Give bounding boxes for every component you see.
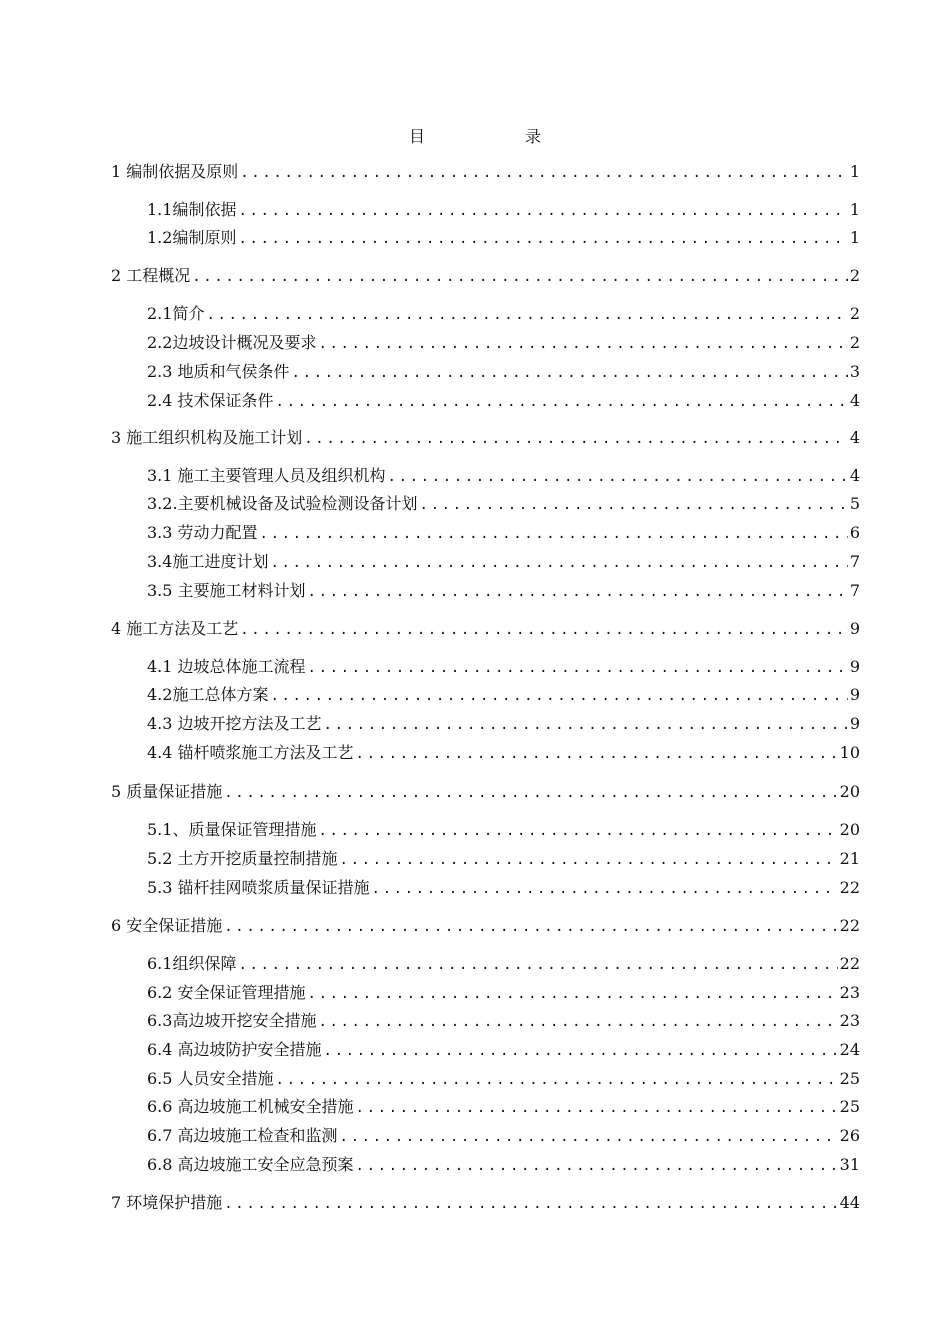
toc-entry-label: 6.7 高边坡施工检查和监测 — [147, 1126, 338, 1145]
toc-entry-page-number: 22 — [839, 878, 860, 897]
toc-dot-leader — [260, 523, 848, 545]
toc-entry-page-number: 3 — [849, 362, 860, 381]
toc-entry-label: 1.2编制原则 — [147, 228, 237, 247]
toc-entry-page-number: 9 — [849, 619, 860, 638]
toc-entry-label: 2.1简介 — [147, 304, 205, 323]
toc-entry[interactable] — [111, 618, 860, 640]
toc-dot-leader — [238, 228, 847, 250]
toc-dot-leader — [388, 466, 848, 488]
toc-entry[interactable] — [147, 1039, 860, 1061]
toc-entry-label: 1 编制依据及原则 — [111, 162, 239, 181]
toc-title: 目 录 — [408, 127, 583, 146]
toc-entry-page-number: 5 — [849, 494, 860, 513]
toc-entry-page-number: 6 — [849, 523, 860, 542]
toc-dot-leader — [324, 1040, 838, 1062]
toc-entry-label: 5.1、质量保证管理措施 — [147, 820, 317, 839]
toc-entry-page-number: 2 — [849, 333, 860, 352]
toc-entry-label: 4.4 锚杆喷浆施工方法及工艺 — [147, 743, 354, 762]
toc-entry[interactable] — [147, 713, 860, 735]
toc-entry-label: 3.1 施工主要管理人员及组织机构 — [147, 466, 386, 485]
toc-entry[interactable] — [111, 427, 860, 449]
toc-entry-label: 4 施工方法及工艺 — [111, 619, 239, 638]
toc-entry[interactable] — [111, 781, 860, 803]
toc-entry-page-number: 1 — [849, 228, 860, 247]
toc-entry-label: 2.2边坡设计概况及要求 — [147, 333, 317, 352]
toc-entry[interactable] — [147, 551, 860, 573]
toc-dot-leader — [270, 685, 847, 707]
toc-entry[interactable] — [147, 742, 860, 764]
toc-entry[interactable] — [111, 265, 860, 287]
toc-entry-page-number: 1 — [849, 200, 860, 219]
toc-dot-leader — [318, 1011, 837, 1033]
toc-entry-page-number: 7 — [849, 581, 860, 600]
toc-entry-page-number: 31 — [839, 1155, 860, 1174]
toc-dot-leader — [206, 304, 847, 326]
toc-entry-label: 6.6 高边坡施工机械安全措施 — [147, 1097, 354, 1116]
toc-dot-leader — [340, 849, 838, 871]
toc-dot-leader — [238, 954, 837, 976]
toc-dot-leader — [308, 983, 838, 1005]
toc-entry-page-number: 25 — [839, 1069, 860, 1088]
toc-entry-label: 3.4施工进度计划 — [147, 552, 269, 571]
toc-entry[interactable] — [147, 361, 860, 383]
toc-entry[interactable] — [147, 332, 860, 354]
toc-entry-page-number: 24 — [839, 1040, 860, 1059]
toc-entry[interactable] — [147, 1010, 860, 1032]
toc-entry[interactable] — [147, 982, 860, 1004]
toc-dot-leader — [304, 428, 848, 450]
toc-entry-label: 6 安全保证措施 — [111, 916, 223, 935]
toc-entry[interactable] — [147, 390, 860, 412]
toc-entry[interactable] — [147, 819, 860, 841]
toc-dot-leader — [318, 333, 847, 355]
toc-entry-page-number: 23 — [839, 983, 860, 1002]
toc-dot-leader — [292, 362, 848, 384]
toc-entry-page-number: 7 — [849, 552, 860, 571]
toc-dot-leader — [224, 1193, 837, 1215]
toc-entry[interactable] — [147, 1096, 860, 1118]
toc-dot-leader — [420, 494, 848, 516]
toc-entry-label: 2.3 地质和气侯条件 — [147, 362, 290, 381]
toc-entry[interactable] — [147, 1125, 860, 1147]
toc-entry-page-number: 9 — [849, 685, 860, 704]
toc-entry-label: 1.1编制依据 — [147, 200, 237, 219]
toc-entry-page-number: 23 — [839, 1011, 860, 1030]
toc-entry-label: 5 质量保证措施 — [111, 782, 223, 801]
toc-entry-label: 5.3 锚杆挂网喷浆质量保证措施 — [147, 878, 370, 897]
toc-dot-leader — [356, 743, 838, 765]
toc-dot-leader — [340, 1126, 838, 1148]
toc-entry-label: 7 环境保护措施 — [111, 1193, 223, 1212]
toc-dot-leader — [372, 878, 838, 900]
toc-entry-page-number: 26 — [839, 1126, 860, 1145]
toc-entry-label: 4.1 边坡总体施工流程 — [147, 657, 306, 676]
toc-entry[interactable] — [147, 1154, 860, 1176]
toc-dot-leader — [324, 714, 848, 736]
toc-entry[interactable] — [147, 684, 860, 706]
toc-entry[interactable] — [147, 848, 860, 870]
toc-entry-page-number: 1 — [849, 162, 860, 181]
toc-entry-page-number: 25 — [839, 1097, 860, 1116]
toc-entry-label: 6.1组织保障 — [147, 954, 237, 973]
toc-dot-leader — [224, 782, 837, 804]
toc-entry-label: 6.4 高边坡防护安全措施 — [147, 1040, 322, 1059]
toc-entry-page-number: 10 — [839, 743, 860, 762]
toc-entry-label: 5.2 土方开挖质量控制措施 — [147, 849, 338, 868]
toc-entry-page-number: 20 — [839, 820, 860, 839]
toc-entry[interactable] — [111, 1192, 860, 1214]
toc-entry-label: 2.4 技术保证条件 — [147, 391, 274, 410]
toc-entry-label: 3 施工组织机构及施工计划 — [111, 428, 303, 447]
toc-entry-label: 6.8 高边坡施工安全应急预案 — [147, 1155, 354, 1174]
toc-entry[interactable] — [147, 227, 860, 249]
toc-entry[interactable] — [147, 877, 860, 899]
toc-dot-leader — [356, 1155, 838, 1177]
toc-entry-page-number: 21 — [839, 849, 860, 868]
toc-dot-leader — [318, 820, 837, 842]
toc-entry-label: 2 工程概况 — [111, 266, 191, 285]
toc-dot-leader — [240, 619, 848, 641]
toc-entry[interactable] — [147, 1068, 860, 1090]
toc-entry-page-number: 2 — [849, 304, 860, 323]
toc-entry-page-number: 22 — [839, 916, 860, 935]
toc-entry-label: 6.5 人员安全措施 — [147, 1069, 274, 1088]
toc-dot-leader — [276, 391, 848, 413]
toc-entry-label: 3.5 主要施工材料计划 — [147, 581, 306, 600]
toc-entry[interactable] — [147, 303, 860, 325]
toc-dot-leader — [308, 581, 848, 603]
toc-entry[interactable] — [147, 953, 860, 975]
toc-dot-leader — [240, 162, 848, 184]
toc-entry-page-number: 44 — [839, 1193, 860, 1212]
toc-entry[interactable] — [147, 493, 860, 515]
toc-entry-page-number: 2 — [849, 266, 860, 285]
toc-entry-page-number: 4 — [849, 428, 860, 447]
toc-dot-leader — [192, 266, 848, 288]
toc-dot-leader — [270, 552, 847, 574]
toc-dot-leader — [238, 200, 847, 222]
toc-entry[interactable] — [111, 161, 860, 183]
toc-entry[interactable] — [147, 522, 860, 544]
toc-entry-page-number: 9 — [849, 657, 860, 676]
toc-entry-label: 4.3 边坡开挖方法及工艺 — [147, 714, 322, 733]
toc-entry[interactable] — [147, 199, 860, 221]
toc-entry[interactable] — [111, 915, 860, 937]
toc-entry-label: 3.3 劳动力配置 — [147, 523, 258, 542]
toc-entry-label: 4.2施工总体方案 — [147, 685, 269, 704]
toc-entry-page-number: 9 — [849, 714, 860, 733]
toc-entry[interactable] — [147, 465, 860, 487]
toc-entry-label: 6.2 安全保证管理措施 — [147, 983, 306, 1002]
toc-entry-page-number: 4 — [849, 391, 860, 410]
toc-entry[interactable] — [147, 656, 860, 678]
toc-dot-leader — [276, 1069, 838, 1091]
toc-dot-leader — [356, 1097, 838, 1119]
toc-dot-leader — [224, 916, 837, 938]
toc-entry-page-number: 20 — [839, 782, 860, 801]
toc-entry[interactable] — [147, 580, 860, 602]
toc-dot-leader — [308, 657, 848, 679]
toc-entry-label: 3.2.主要机械设备及试验检测设备计划 — [147, 494, 418, 513]
toc-entry-page-number: 4 — [849, 466, 860, 485]
toc-entry-page-number: 22 — [839, 954, 860, 973]
toc-entry-label: 6.3高边坡开挖安全措施 — [147, 1011, 317, 1030]
